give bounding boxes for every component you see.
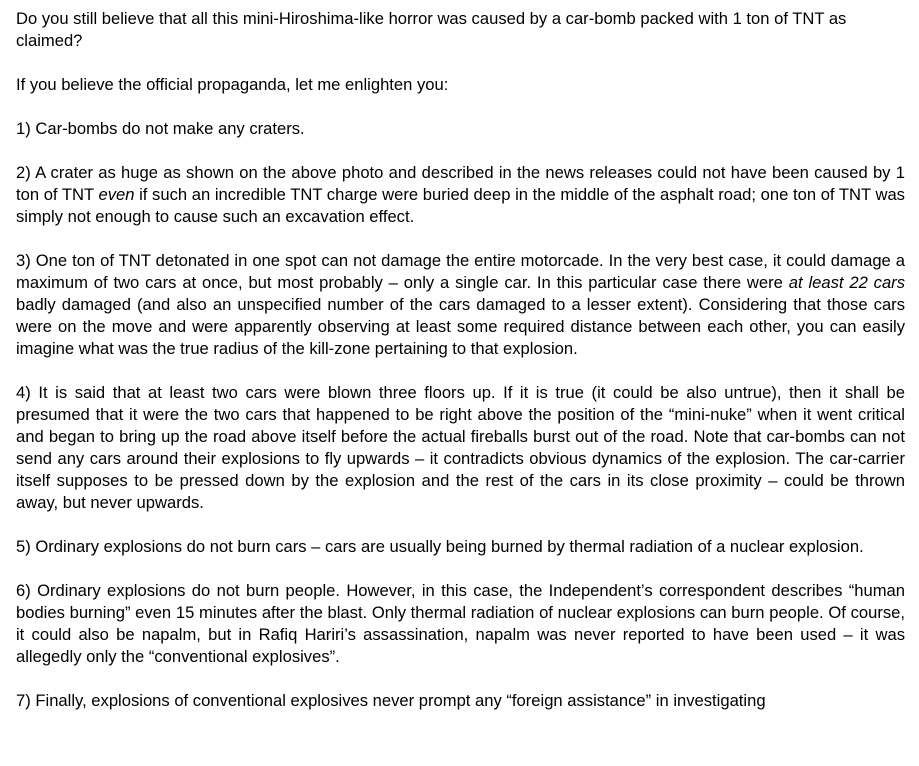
point-1-paragraph: 1) Car-bombs do not make any craters.: [16, 119, 305, 138]
point-3-text-a: 3) One ton of TNT detonated in one spot can not damage the entire motorcade. In the very best case, it could damage a maximum of two cars at once, but most probably – only a single car. In this particular case there were: [16, 251, 905, 292]
point-3-emphasis: at least 22 cars: [788, 273, 906, 292]
point-4-paragraph: 4) It is said that at least two cars were blown three floors up. If it is true (it could be also untrue), then it shall be presumed that it were the two cars that happened to be right above the position of the “mini-nuke” when it went critical and began to bring up the road above itself before the actual fireballs burst out of the road. Note that car-bombs can not send any cars around their explosions to fly upwards – it contradicts obvious dynamics of the explosion. The car-carrier itself supposes to be pressed down by the explosion and the rest of the cars in its close proximity – could be thrown away, but never upwards.: [16, 383, 905, 512]
document-page: [16, 8, 905, 734]
intro-paragraph: Do you still believe that all this mini-Hiroshima-like horror was caused by a car-bomb packed with 1 ton of TNT as claimed?: [16, 9, 847, 50]
point-3-text-b: badly damaged (and also an unspecified number of the cars damaged to a lesser extent). Considering that those cars were on the move and were apparently observing at least some required distance between each other, you can easily imagine what was the true radius of the kill-zone pertaining to that explosion.: [16, 295, 905, 358]
point-2-paragraph: [16, 162, 905, 228]
point-3-paragraph: [16, 250, 905, 360]
lead-paragraph: If you believe the official propaganda, let me enlighten you:: [16, 75, 449, 94]
point-5-paragraph: 5) Ordinary explosions do not burn cars – cars are usually being burned by thermal radiation of a nuclear explosion.: [16, 537, 864, 556]
point-7-paragraph: 7) Finally, explosions of conventional explosives never prompt any “foreign assistance” in investigating: [16, 691, 766, 710]
point-2-emphasis: even: [98, 185, 135, 204]
point-6-paragraph: 6) Ordinary explosions do not burn people. However, in this case, the Independent’s correspondent describes “human bodies burning” even 15 minutes after the blast. Only thermal radiation of nuclear explosions can burn people. Of course, it could also be napalm, but in Rafiq Hariri’s assassination, napalm was never reported to have been used – it was allegedly only the “conventional explosives”.: [16, 581, 905, 666]
point-2-text-a: 2) A crater as huge as shown on the above photo and described in the news releases could not have been caused by 1 ton of TNT: [16, 163, 905, 204]
point-2-text-b: if such an incredible TNT charge were buried deep in the middle of the asphalt road; one ton of TNT was simply not enough to cause such an excavation effect.: [16, 185, 905, 226]
